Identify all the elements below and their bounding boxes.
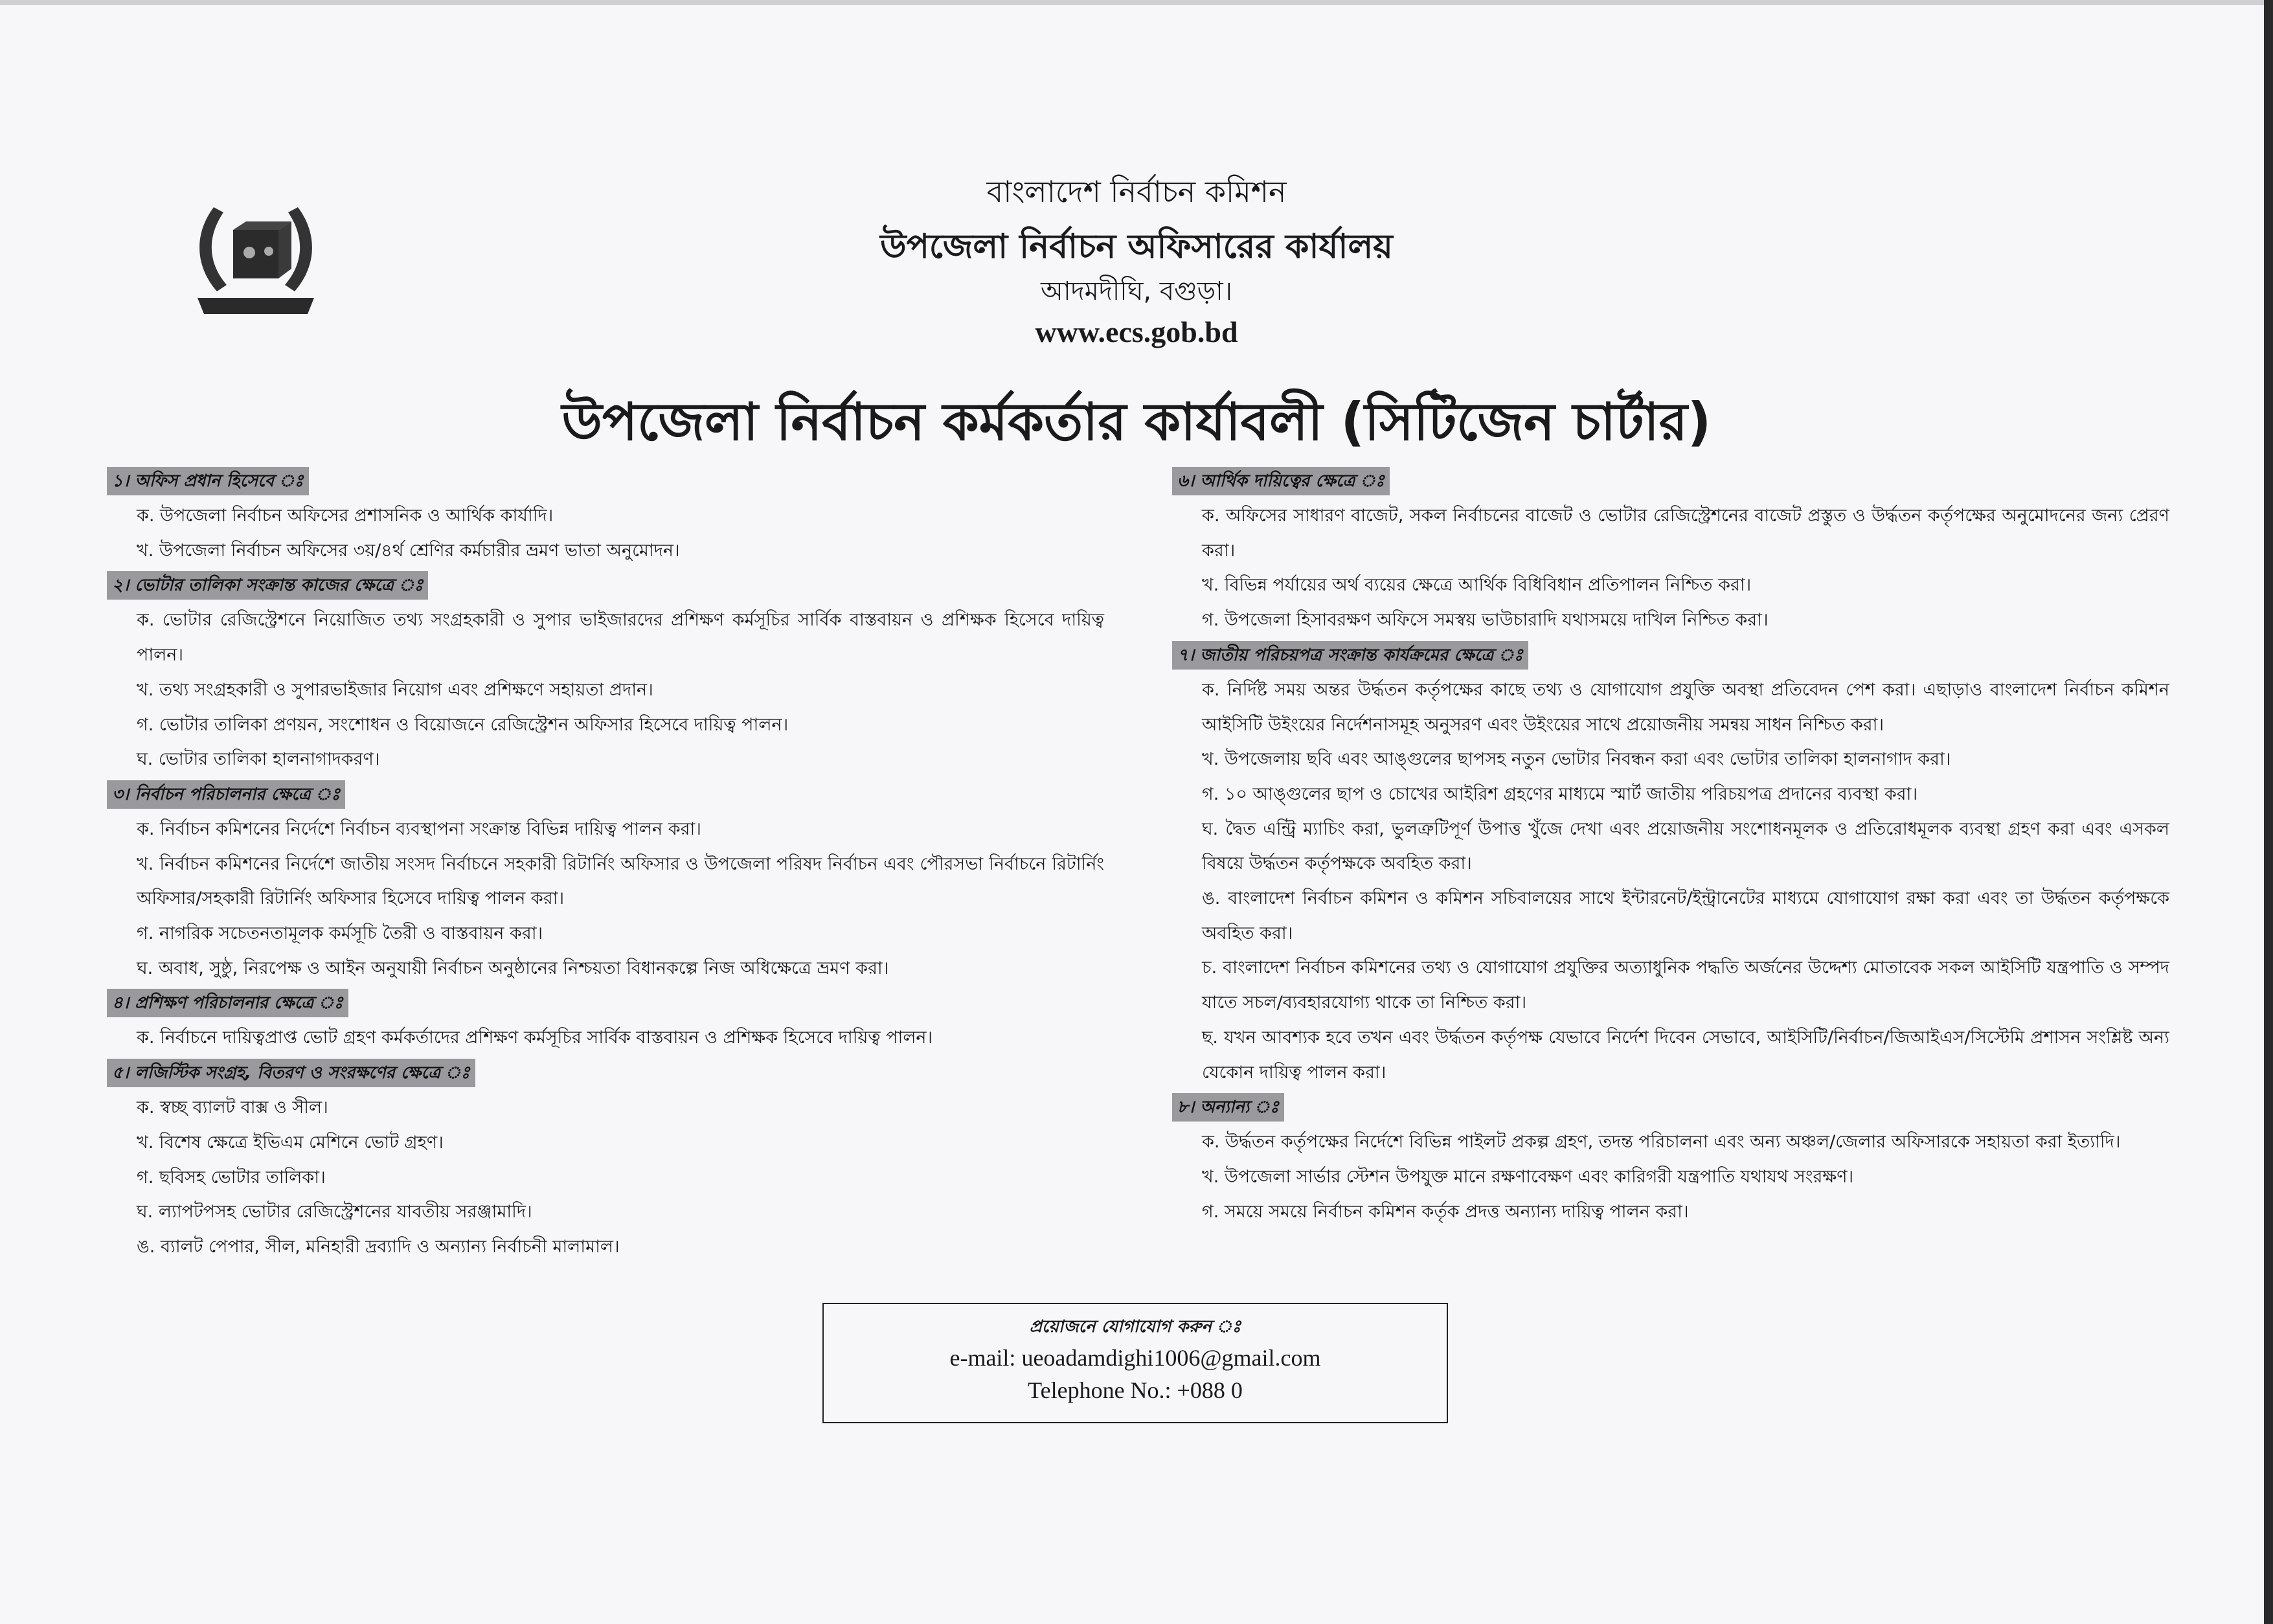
- list-item: ক. স্বচ্ছ ব্যালট বাক্স ও সীল।: [137, 1098, 328, 1118]
- list-item: গ. নাগরিক সচেতনতামূলক কর্মসূচি তৈরী ও বাস্তবায়ন করা।: [137, 923, 543, 944]
- list-item: ক. নির্দিষ্ট সময় অন্তর উর্দ্ধতন কর্তৃপক্ষের কাছে তথ্য ও যোগাযোগ প্রযুক্তি অবস্থা প্রতিবেদন পেশ করা। এছাড়াও বাংলাদেশ নির্বাচন কমিশন আইসিটি উইংয়ের নির্দেশনাসমূহ অনুসরণ এবং উইংয়ের সাথে প্রয়োজনীয় সমন্বয় সাধন নিশ্চিত করা।: [1202, 679, 2170, 735]
- section-heading: ৫। লজিস্টিক সংগ্রহ, বিতরণ ও সংরক্ষণের ক্ষেত্রে ঃ: [107, 1059, 475, 1087]
- list-item: চ. বাংলাদেশ নির্বাচন কমিশনের তথ্য ও যোগাযোগ প্রযুক্তির অত্যাধুনিক পদ্ধতি অর্জনের উদ্দেশ্য মোতাবেক সকল আইসিটি যন্ত্রপাতি ও সম্পদ যাতে সচল/ব্যবহারযোগ্য থাকে তা নিশ্চিত করা।: [1202, 958, 2169, 1013]
- list-item: গ. উপজেলা হিসাবরক্ষণ অফিসে সমস্বয় ভাউচারাদি যথাসময়ে দাখিল নিশ্চিত করা।: [1202, 610, 1769, 631]
- list-item: ক. নির্বাচনে দায়িত্বপ্রাপ্ত ভোট গ্রহণ কর্মকর্তাদের প্রশিক্ষণ কর্মসূচির সার্বিক বাস্তবায়ন ও প্রশিক্ষক হিসেবে দায়িত্ব পালন।: [137, 1028, 933, 1048]
- list-item: খ. উপজেলা সার্ভার স্টেশন উপযুক্ত মানে রক্ষণাবেক্ষণ এবং কারিগরী যন্ত্রপাতি যথাযথ সংরক্ষণ।: [1202, 1166, 1854, 1187]
- office-name: উপজেলা নির্বাচন অফিসারের কার্যালয়: [880, 227, 1393, 266]
- list-item: ঘ. ভোটার তালিকা হালনাগাদকরণ।: [137, 749, 380, 770]
- office-location: আদমদীঘি, বগুড়া।: [1040, 276, 1233, 306]
- list-item: ঙ. ব্যালট পেপার, সীল, মনিহারী দ্রব্যাদি ও অন্যান্য নির্বাচনী মালামাল।: [137, 1236, 620, 1257]
- list-item: ঘ. ল্যাপটপসহ ভোটার রেজিস্ট্রেশনের যাবতীয় সরঞ্জামাদি।: [137, 1202, 532, 1223]
- contact-phone: Telephone No.: +088 0: [1028, 1377, 1243, 1403]
- section-heading: ৮। অন্যান্য ঃ: [1172, 1093, 1284, 1122]
- page-title: উপজেলা নির্বাচন কর্মকর্তার কার্যাবলী (সিটিজেন চার্টার): [561, 392, 1712, 452]
- list-item: ক. অফিসের সাধারণ বাজেট, সকল নির্বাচনের বাজেট ও ভোটার রেজিস্ট্রেশনের বাজেট প্রস্তুত ও উর্দ্ধতন কর্তৃপক্ষের অনুমোদনের জন্য প্রেরণ করা।: [1202, 506, 2169, 561]
- section-heading: ৩। নির্বাচন পরিচালনার ক্ষেত্রে ঃ: [107, 780, 345, 809]
- section-heading: ১। অফিস প্রধান হিসেবে ঃ: [107, 467, 309, 495]
- list-item: খ. উপজেলা নির্বাচন অফিসের ৩য়/৪র্থ শ্রেণির কর্মচারীর ভ্রমণ ভাতা অনুমোদন।: [137, 540, 680, 561]
- list-item: গ. ভোটার তালিকা প্রণয়ন, সংশোধন ও বিয়োজনে রেজিস্ট্রেশন অফিসার হিসেবে দায়িত্ব পালন।: [137, 714, 789, 735]
- contact-box: [822, 1303, 1448, 1423]
- list-item: ঘ. দ্বৈত এন্ট্রি ম্যাচিং করা, ভুলত্রুটিপূর্ণ উপাত্ত খুঁজে দেখা এবং প্রয়োজনীয় সংশোধনমূলক ও প্রতিরোধমূলক ব্যবস্থা গ্রহণ করা এবং এসকল বিষয়ে উর্দ্ধতন কর্তৃপক্ষকে অবহিত করা।: [1202, 818, 2169, 874]
- list-item: ছ. যখন আবশ্যক হবে তখন এবং উর্দ্ধতন কর্তৃপক্ষ যেভাবে নির্দেশ দিবেন সেভাবে, আইসিটি/নির্বাচন/জিআইএস/সিস্টেমি প্রশাসন সংশ্লিষ্ট অন্য যেকোন দায়িত্ব পালন করা।: [1202, 1027, 2169, 1083]
- org-name: বাংলাদেশ নির্বাচন কমিশন: [986, 174, 1287, 209]
- list-item: গ. ছবিসহ ভোটার তালিকা।: [137, 1167, 326, 1188]
- scan-edge-top: [0, 0, 2273, 5]
- list-item: ক. উর্দ্ধতন কর্তৃপক্ষের নির্দেশে বিভিন্ন পাইলট প্রকল্প গ্রহণ, তদন্ত পরিচালনা এবং অন্য অঞ্চল/জেলার অফিসারকে সহায়তা করা ইত্যাদি।: [1202, 1132, 2121, 1153]
- right-column: [1172, 464, 2169, 1229]
- list-item: ক. নির্বাচন কমিশনের নির্দেশে নির্বাচন ব্যবস্থাপনা সংক্রান্ত বিভিন্ন দায়িত্ব পালন করা।: [137, 818, 701, 839]
- list-item: খ. নির্বাচন কমিশনের নির্দেশে জাতীয় সংসদ নির্বাচনে সহকারী রিটার্নিং অফিসার ও উপজেলা পরিষদ নির্বাচন এবং পৌরসভা নির্বাচনে রিটার্নিং অফিসার/সহকারী রিটার্নিং অফিসার হিসেবে দায়িত্ব পালন করা।: [137, 853, 1104, 909]
- section-heading: ৭। জাতীয় পরিচয়পত্র সংক্রান্ত কার্যক্রমের ক্ষেত্রে ঃ: [1172, 641, 1528, 670]
- section-heading: ৪। প্রশিক্ষণ পরিচালনার ক্ষেত্রে ঃ: [107, 989, 348, 1017]
- list-item: খ. বিভিন্ন পর্যায়ের অর্থ ব্যয়ের ক্ষেত্রে আর্থিক বিধিবিধান প্রতিপালন নিশ্চিত করা।: [1202, 575, 1752, 596]
- list-item: ক. ভোটার রেজিস্ট্রেশনে নিয়োজিত তথ্য সংগ্রহকারী ও সুপার ভাইজারদের প্রশিক্ষণ কর্মসূচির সার্বিক বাস্তবায়ন ও প্রশিক্ষক হিসেবে দায়িত্ব পালন।: [137, 610, 1104, 666]
- website: www.ecs.gob.bd: [1035, 315, 1238, 348]
- contact-email: e-mail: ueoadamdighi1006@gmail.com: [949, 1345, 1321, 1371]
- list-item: ঙ. বাংলাদেশ নির্বাচন কমিশন ও কমিশন সচিবালয়ের সাথে ইন্টারনেট/ইন্ট্রানেটের মাধ্যমে যোগাযোগ রক্ষা করা এবং তা উর্দ্ধতন কর্তৃপক্ষকে অবহিত করা।: [1202, 888, 2169, 943]
- list-item: গ. ১০ আঙ্গুলের ছাপ ও চোখের আইরিশ গ্রহণের মাধ্যমে স্মার্ট জাতীয় পরিচয়পত্র প্রদানের ব্যবস্থা করা।: [1202, 784, 1918, 804]
- list-item: খ. বিশেষ ক্ষেত্রে ইভিএম মেশিনে ভোট গ্রহণ।: [137, 1132, 444, 1153]
- contact-heading: প্রয়োজনে যোগাযোগ করুন ঃ: [1029, 1317, 1241, 1336]
- list-item: খ. তথ্য সংগ্রহকারী ও সুপারভাইজার নিয়োগ এবং প্রশিক্ষণে সহায়তা প্রদান।: [137, 679, 653, 700]
- section-heading: ২। ভোটার তালিকা সংক্রান্ত কাজের ক্ষেত্রে ঃ: [107, 571, 428, 600]
- list-item: খ. উপজেলায় ছবি এবং আঙ্গুলের ছাপসহ নতুন ভোটার নিবন্ধন করা এবং ভোটার তালিকা হালনাগাদ করা।: [1202, 749, 1951, 770]
- list-item: ক. উপজেলা নির্বাচন অফিসের প্রশাসনিক ও আর্থিক কার্যাদি।: [137, 506, 554, 526]
- left-column: [107, 464, 1104, 1265]
- list-item: গ. সময়ে সময়ে নির্বাচন কমিশন কর্তৃক প্রদত্ত অন্যান্য দায়িত্ব পালন করা।: [1202, 1201, 1689, 1222]
- list-item: ঘ. অবাধ, সুষ্ঠু, নিরপেক্ষ ও আইন অনুযায়ী নির্বাচন অনুষ্ঠানের নিশ্চয়তা বিধানকল্পে নিজ অধিক্ষেত্রে ভ্রমণ করা।: [137, 958, 889, 978]
- section-heading: ৬। আর্থিক দায়িত্বের ক্ষেত্রে ঃ: [1172, 467, 1390, 495]
